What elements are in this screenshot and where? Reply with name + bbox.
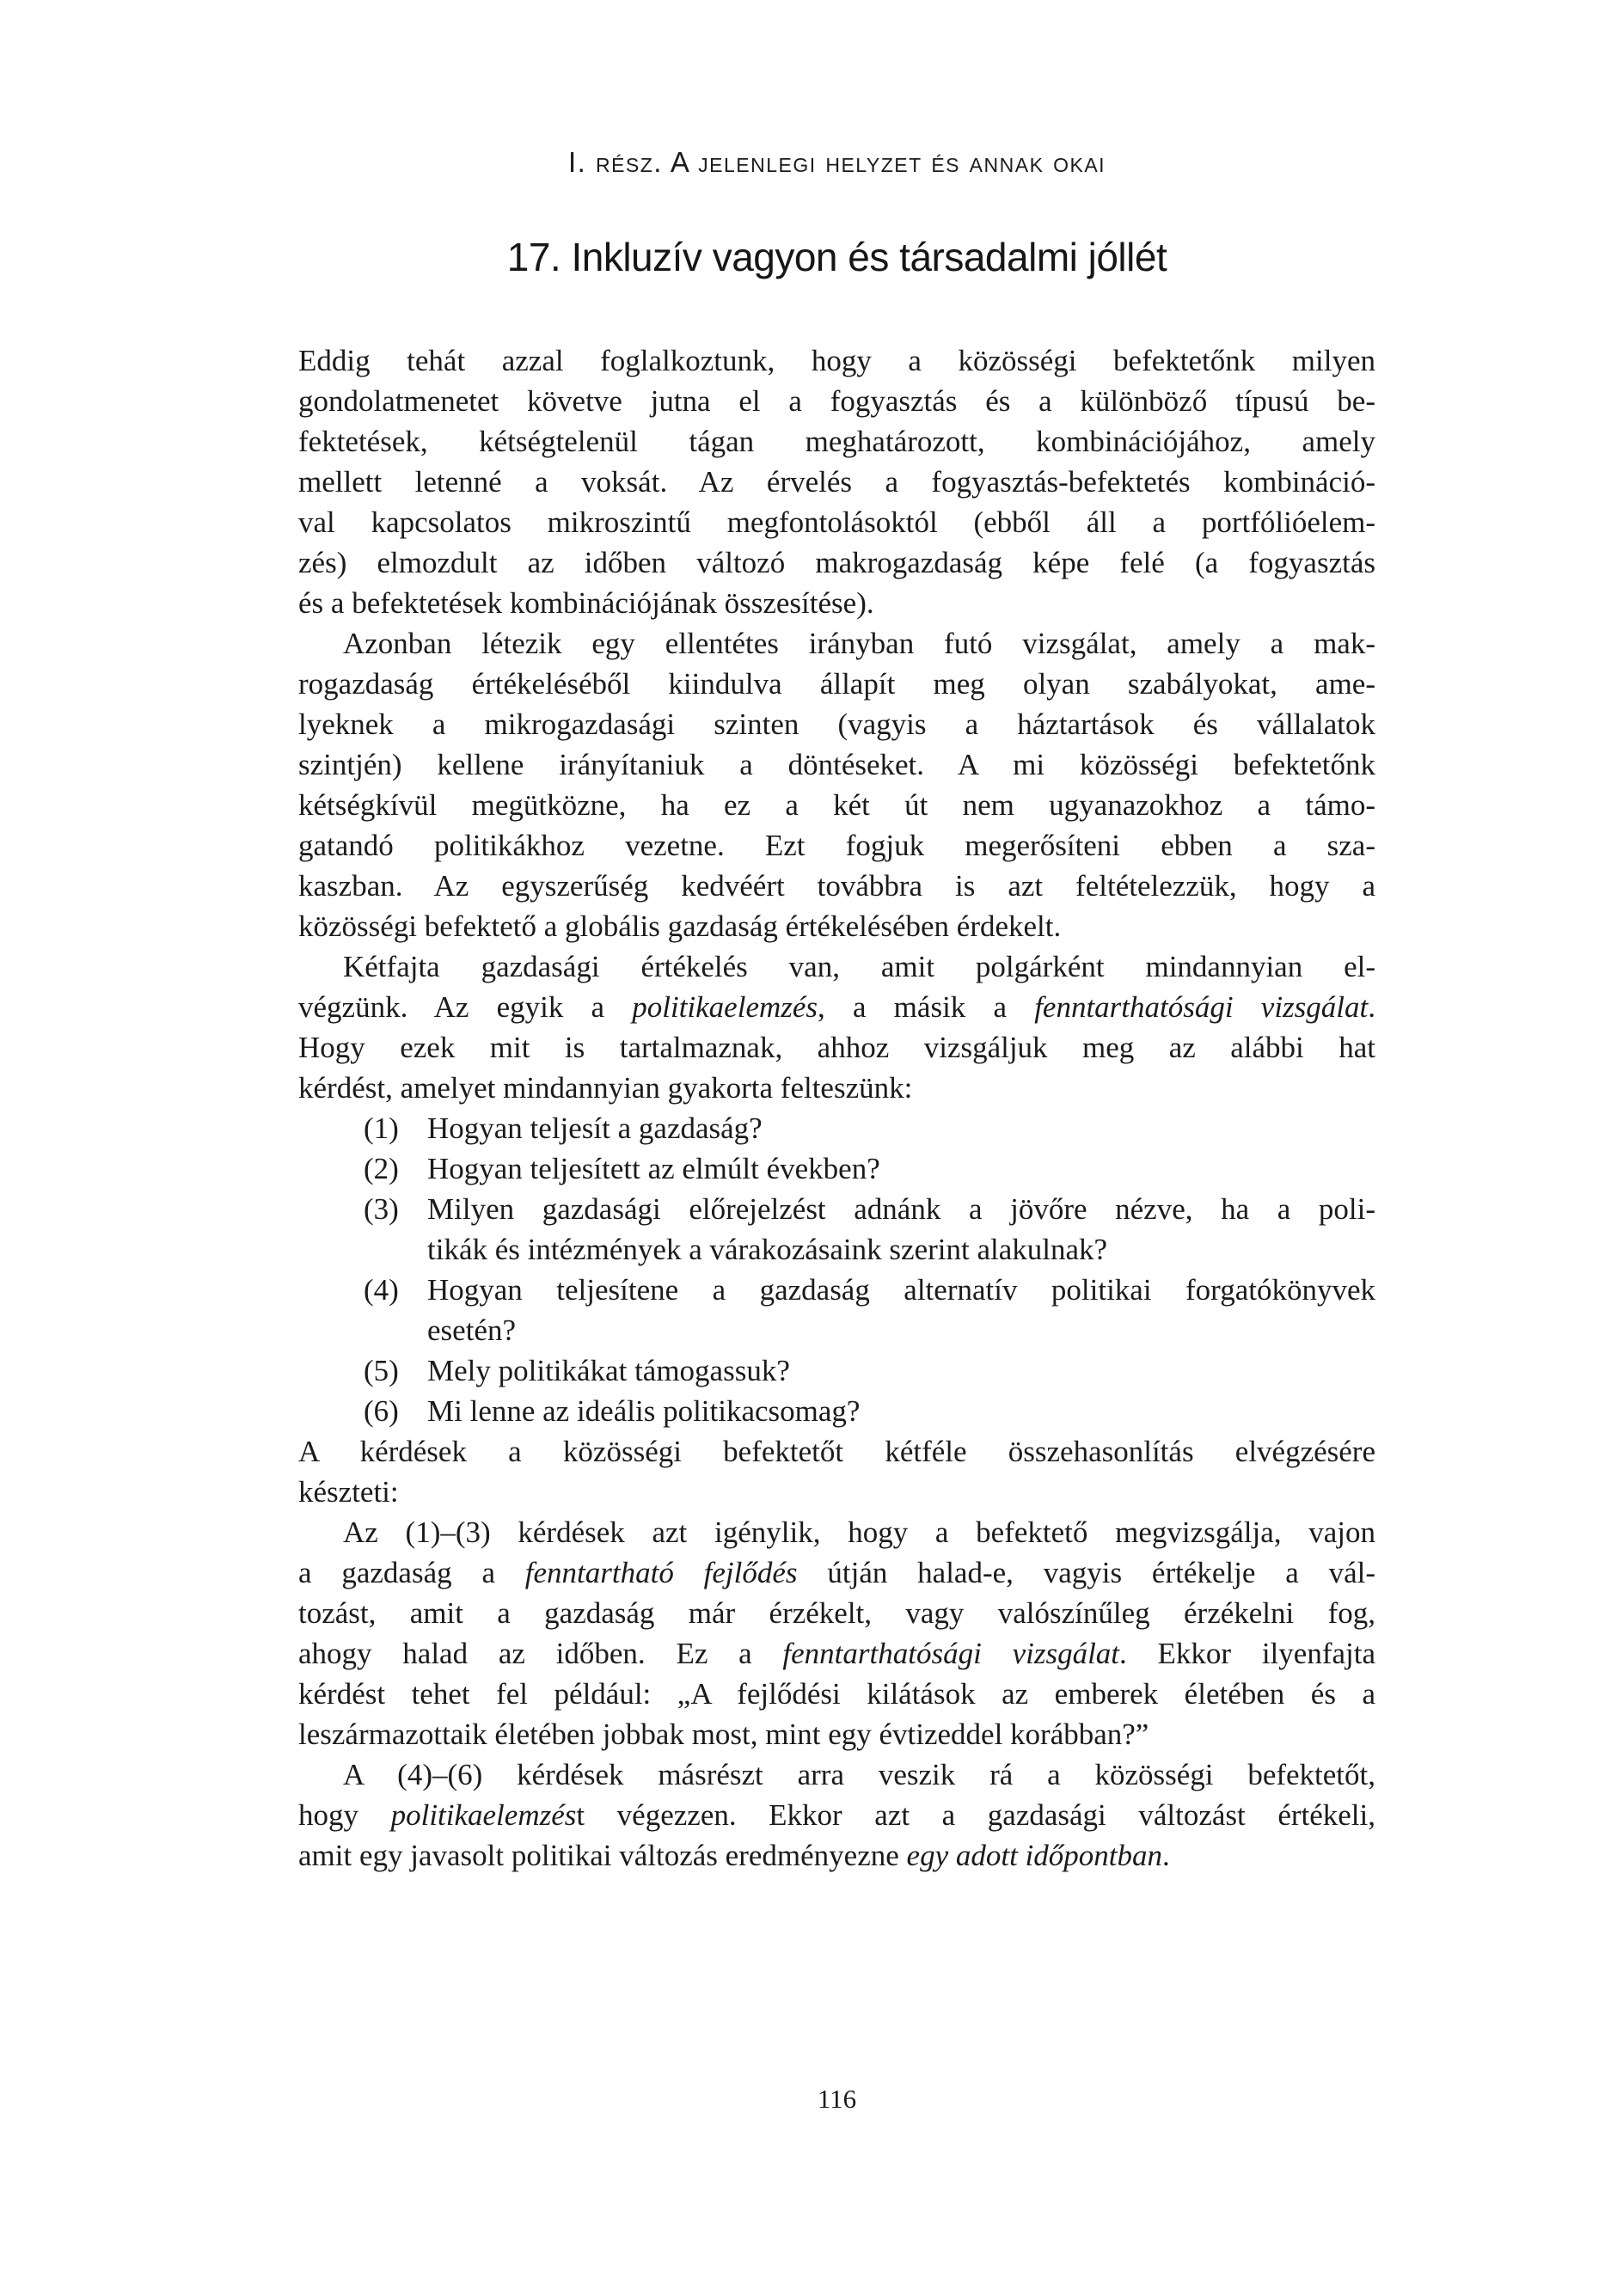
text-segment: Eddig tehát azzal foglalkoztunk, hogy a közösségi befektetőnk milyen <box>298 344 1375 377</box>
text-line <box>298 1835 1375 1876</box>
text-segment: és a befektetések kombinációjának összesítése). <box>298 586 874 620</box>
list-item <box>298 1391 1375 1431</box>
text-line <box>298 502 1375 542</box>
text-line <box>298 1593 1375 1633</box>
text-segment: gatandó politikákhoz vezetne. Ezt fogjuk megerősíteni ebben a sza- <box>298 829 1375 862</box>
chapter-title: 17. Inkluzív vagyon és társadalmi jóllét <box>506 235 1167 279</box>
text-segment: készteti: <box>298 1475 399 1509</box>
list-item <box>298 1108 1375 1148</box>
list-item-text <box>427 1189 1375 1270</box>
text-line <box>427 1391 1375 1431</box>
text-segment: , a másik a <box>818 990 1035 1024</box>
emphasized-text: politikaelemzés <box>632 990 818 1024</box>
list-item <box>298 1189 1375 1270</box>
running-header: I. rész. A jelenlegi helyzet és annak okai <box>567 146 1106 178</box>
text-segment: végzünk. Az egyik a <box>298 990 633 1024</box>
emphasized-text: politikaelemzés <box>390 1798 577 1832</box>
text-segment: Hogyan teljesített az elmúlt években? <box>427 1152 880 1185</box>
text-line <box>298 946 1375 987</box>
text-line <box>298 583 1375 623</box>
text-line <box>298 1552 1375 1593</box>
text-line <box>298 1714 1375 1754</box>
text-line <box>298 1754 1375 1795</box>
list-item-number: (3) <box>364 1192 399 1226</box>
paragraph <box>298 340 1375 623</box>
text-line <box>298 623 1375 664</box>
text-segment: leszármazottaik életében jobbak most, mint egy évtizeddel korábban?” <box>298 1717 1149 1751</box>
emphasized-text: fenntartható fejlődés <box>524 1556 798 1589</box>
text-segment: tozást, amit a gazdaság már érzékelt, vagy valószínűleg érzékelni fog, <box>298 1596 1375 1630</box>
text-line <box>298 825 1375 866</box>
text-line <box>298 340 1375 381</box>
text-line <box>298 664 1375 704</box>
list-item-text <box>427 1391 1375 1431</box>
text-segment: hogy <box>298 1798 391 1832</box>
text-line <box>298 1068 1375 1108</box>
text-line <box>298 1633 1375 1674</box>
text-segment: Hogy ezek mit is tartalmaznak, ahhoz vizsgáljuk meg az alábbi hat <box>298 1031 1375 1064</box>
text-line <box>298 1512 1375 1552</box>
list-item-number: (6) <box>364 1394 399 1428</box>
text-segment: . <box>1368 990 1375 1024</box>
text-line <box>298 542 1375 583</box>
text-segment: kaszban. Az egyszerűség kedvéért továbbra is azt feltételezzük, hogy a <box>298 869 1375 903</box>
text-segment: val kapcsolatos mikroszintű megfontolásoktól (ebből áll a portfólióelem- <box>298 505 1375 539</box>
text-segment: rogazdaság értékeléséből kiindulva állapít meg olyan szabályokat, ame- <box>298 667 1375 701</box>
emphasized-text: fenntarthatósági vizsgálat <box>782 1637 1120 1670</box>
text-segment: Hogyan teljesít a gazdaság? <box>427 1111 763 1145</box>
text-segment: Mely politikákat támogassuk? <box>427 1354 790 1387</box>
text-line <box>298 462 1375 502</box>
list-item-text <box>427 1108 1375 1148</box>
text-line <box>298 1674 1375 1714</box>
text-block <box>298 340 1375 1876</box>
text-segment: a gazdaság a <box>298 1556 525 1589</box>
text-segment: Az (1)–(3) kérdések azt igénylik, hogy a befektető megvizsgálja, vajon <box>343 1515 1375 1549</box>
text-segment: A kérdések a közösségi befektetőt kétféle összehasonlítás elvégzésére <box>298 1435 1375 1468</box>
text-segment: mellett letenné a voksát. Az érvelés a fogyasztás-befektetés kombináció- <box>298 465 1375 499</box>
text-line <box>298 421 1375 462</box>
text-line <box>298 704 1375 744</box>
text-segment: . Ekkor ilyenfajta <box>1119 1637 1375 1670</box>
text-line <box>298 1795 1375 1835</box>
list-item <box>298 1148 1375 1189</box>
text-segment: . <box>1162 1839 1170 1872</box>
text-line <box>427 1189 1375 1229</box>
emphasized-text: fenntarthatósági vizsgálat <box>1034 990 1369 1024</box>
emphasized-text: egy adott időpontban <box>906 1839 1162 1872</box>
text-segment: kérdést, amelyet mindannyian gyakorta felteszünk: <box>298 1071 913 1105</box>
text-line <box>298 1027 1375 1068</box>
text-line <box>298 785 1375 825</box>
text-segment: Hogyan teljesítene a gazdaság alternatív politikai forgatókönyvek <box>427 1273 1375 1307</box>
text-line <box>427 1148 1375 1189</box>
paragraph <box>298 623 1375 946</box>
text-segment: szintjén) kellene irányítaniuk a döntéseket. A mi közösségi befektetőnk <box>298 748 1375 781</box>
list-item <box>298 1270 1375 1350</box>
text-line <box>427 1310 1375 1350</box>
text-line <box>427 1108 1375 1148</box>
text-line <box>298 1472 1375 1512</box>
text-segment: fektetések, kétségtelenül tágan meghatározott, kombinációjához, amely <box>298 425 1375 458</box>
text-line <box>427 1350 1375 1391</box>
paragraph <box>298 946 1375 1108</box>
text-segment: útján halad-e, vagyis értékelje a vál- <box>797 1556 1375 1589</box>
text-line <box>298 906 1375 946</box>
list-item-text <box>427 1270 1375 1350</box>
list-item <box>298 1350 1375 1391</box>
text-segment: A (4)–(6) kérdések másrészt arra veszik rá a közösségi befektetőt, <box>343 1758 1375 1791</box>
page-number: 116 <box>817 2084 857 2114</box>
text-line <box>298 866 1375 906</box>
text-line <box>427 1270 1375 1310</box>
text-segment: gondolatmenetet követve jutna el a fogyasztás és a különböző típusú be- <box>298 384 1375 418</box>
list-item-number: (1) <box>364 1111 399 1145</box>
paragraph <box>298 1754 1375 1876</box>
text-segment: ahogy halad az időben. Ez a <box>298 1637 783 1670</box>
paragraph <box>298 1512 1375 1754</box>
text-segment: Milyen gazdasági előrejelzést adnánk a jövőre nézve, ha a poli- <box>427 1192 1375 1226</box>
text-segment: közösségi befektető a globális gazdaság értékelésében érdekelt. <box>298 909 1062 943</box>
text-line <box>298 1431 1375 1472</box>
paragraph <box>298 1431 1375 1512</box>
text-segment: Mi lenne az ideális politikacsomag? <box>427 1394 861 1428</box>
text-segment: amit egy javasolt politikai változás eredményezne <box>298 1839 907 1872</box>
text-segment: esetén? <box>427 1313 516 1347</box>
text-segment: tikák és intézmények a várakozásaink szerint alakulnak? <box>427 1233 1108 1266</box>
list-item-text <box>427 1148 1375 1189</box>
text-segment: t végezzen. Ekkor azt a gazdasági változást értékeli, <box>576 1798 1376 1832</box>
text-segment: kétségkívül megütközne, ha ez a két út nem ugyanazokhoz a támo- <box>298 788 1375 822</box>
list-item-number: (4) <box>364 1273 399 1307</box>
list-item-number: (5) <box>364 1354 399 1387</box>
list-item-number: (2) <box>364 1152 399 1185</box>
text-segment: kérdést tehet fel például: „A fejlődési kilátások az emberek életében és a <box>298 1677 1375 1711</box>
list-item-text <box>427 1350 1375 1391</box>
text-line <box>298 744 1375 785</box>
text-line <box>298 381 1375 421</box>
text-segment: lyeknek a mikrogazdasági szinten (vagyis a háztartások és vállalatok <box>298 707 1375 741</box>
text-segment: Azonban létezik egy ellentétes irányban futó vizsgálat, amely a mak- <box>343 627 1375 660</box>
text-line <box>427 1229 1375 1270</box>
text-segment: Kétfajta gazdasági értékelés van, amit polgárként mindannyian el- <box>343 950 1375 983</box>
text-line <box>298 987 1375 1027</box>
text-segment: zés) elmozdult az időben változó makrogazdaság képe felé (a fogyasztás <box>298 546 1375 579</box>
